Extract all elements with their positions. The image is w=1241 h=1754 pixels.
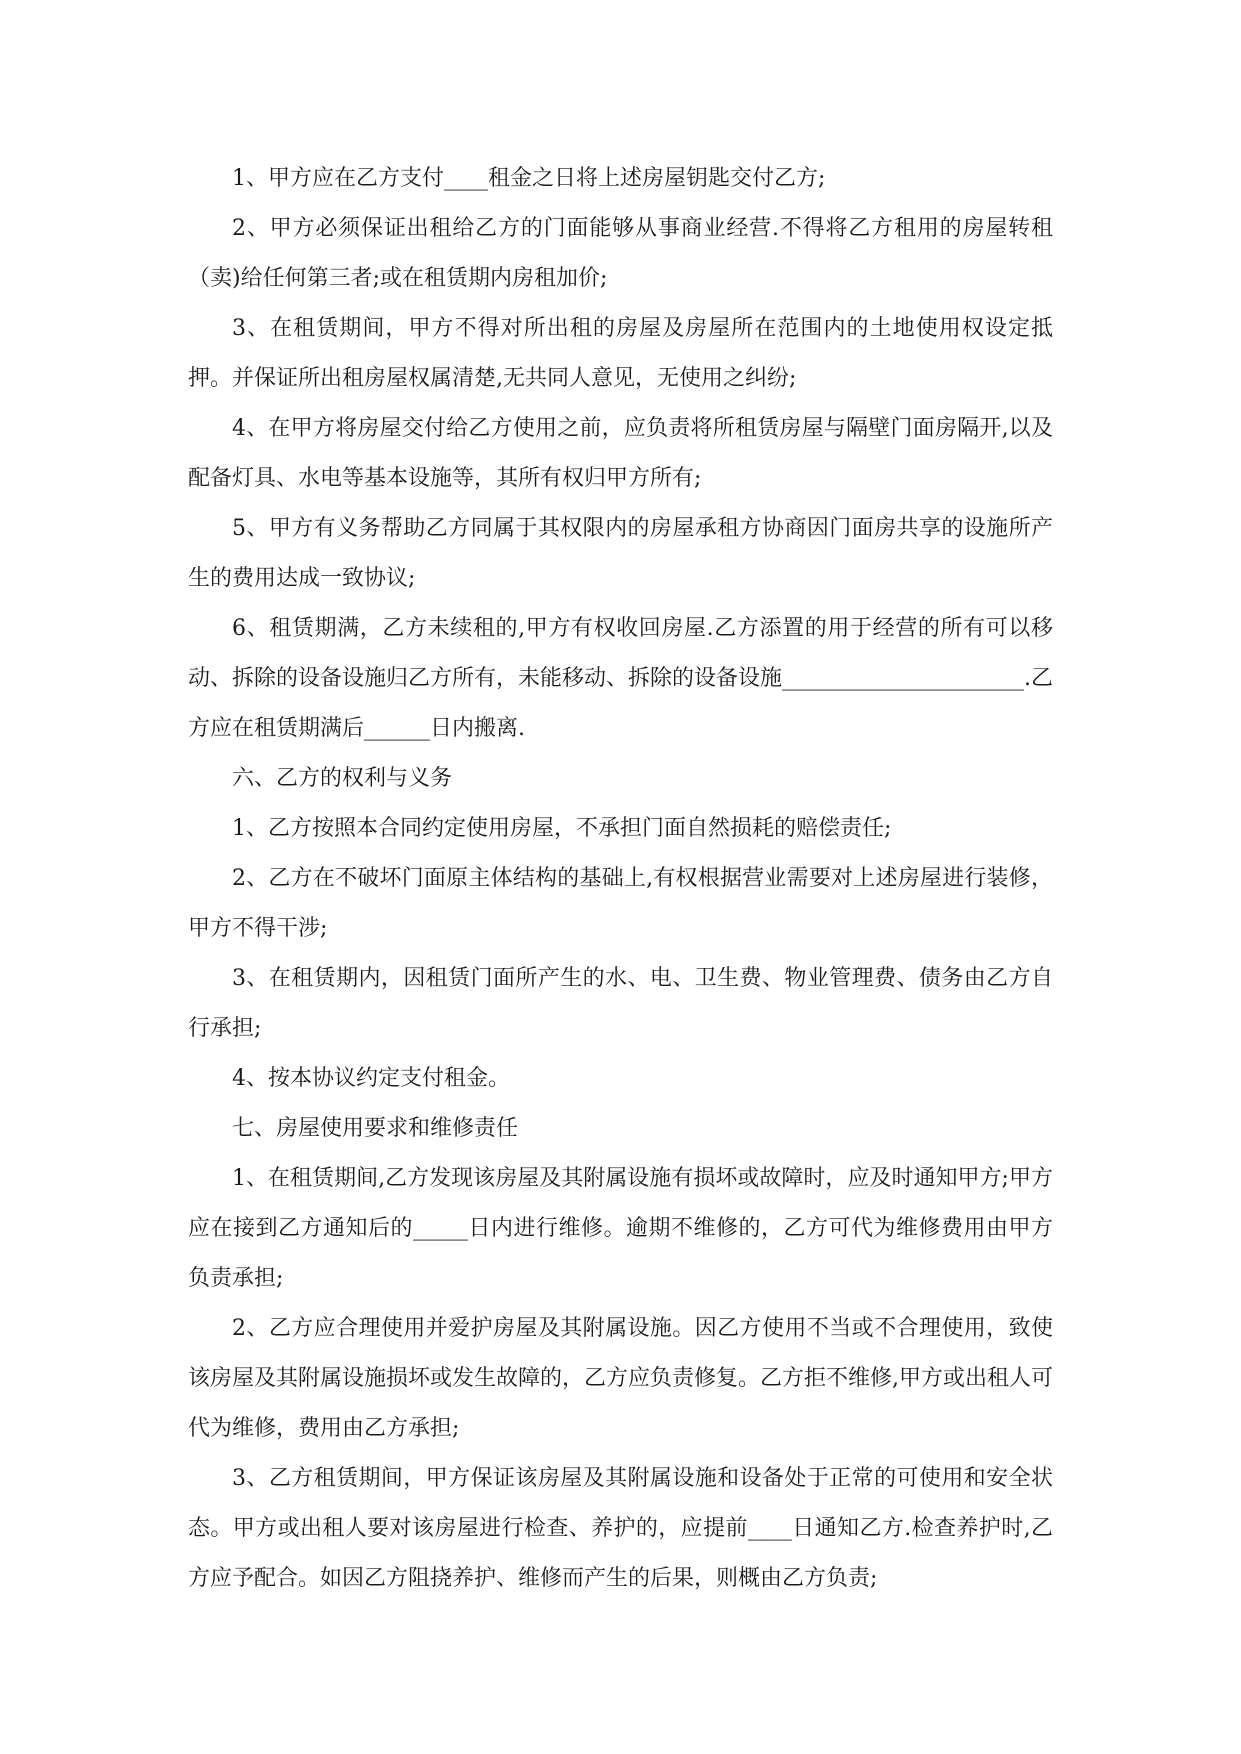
document-body: [188, 154, 1053, 1604]
clause-maintenance-3: 3、乙方租赁期间，甲方保证该房屋及其附属设施和设备处于正常的可使用和安全状态。甲方或出租人要对该房屋进行检查、养护的，应提前____日通知乙方.检查养护时,乙方应予配合。如因乙方阻挠养护、维修而产生的后果，则概由乙方负责;: [188, 1466, 1053, 1591]
clause-tenant-1: 1、乙方按照本合同约定使用房屋，不承担门面自然损耗的赔偿责任;: [232, 816, 892, 841]
clause-landlord-2: 2、甲方必须保证出租给乙方的门面能够从事商业经营.不得将乙方租用的房屋转租（卖)给任何第三者;或在租赁期内房租加价;: [188, 216, 1053, 291]
clause-tenant-3: 3、在租赁期内，因租赁门面所产生的水、电、卫生费、物业管理费、债务由乙方自行承担;: [188, 966, 1053, 1041]
clause-landlord-4: 4、在甲方将房屋交付给乙方使用之前，应负责将所租赁房屋与隔壁门面房隔开,以及配备灯具、水电等基本设施等，其所有权归甲方所有;: [188, 416, 1053, 491]
clause-landlord-5: 5、甲方有义务帮助乙方同属于其权限内的房屋承租方协商因门面房共享的设施所产生的费用达成一致协议;: [188, 516, 1053, 591]
clause-landlord-6: 6、租赁期满，乙方未续租的,甲方有权收回房屋.乙方添置的用于经营的所有可以移动、拆除的设备设施归乙方所有，未能移动、拆除的设备设施______________________.乙方应在租赁期满后______日内搬离.: [188, 616, 1053, 741]
clause-tenant-2: 2、乙方在不破坏门面原主体结构的基础上,有权根据营业需要对上述房屋进行装修，甲方不得干涉;: [188, 866, 1053, 941]
section-heading-maintenance: 七、房屋使用要求和维修责任: [232, 1116, 519, 1141]
clause-landlord-1: 1、甲方应在乙方支付____租金之日将上述房屋钥匙交付乙方;: [232, 166, 826, 191]
clause-landlord-3: 3、在租赁期间，甲方不得对所出租的房屋及房屋所在范围内的土地使用权设定抵押。并保证所出租房屋权属清楚,无共同人意见，无使用之纠纷;: [188, 316, 1053, 391]
clause-maintenance-1: 1、在租赁期间,乙方发现该房屋及其附属设施有损坏或故障时，应及时通知甲方;甲方应在接到乙方通知后的_____日内进行维修。逾期不维修的，乙方可代为维修费用由甲方负责承担;: [188, 1166, 1053, 1291]
clause-tenant-4: 4、按本协议约定支付租金。: [232, 1066, 510, 1091]
clause-maintenance-2: 2、乙方应合理使用并爱护房屋及其附属设施。因乙方使用不当或不合理使用，致使该房屋及其附属设施损坏或发生故障的，乙方应负责修复。乙方拒不维修,甲方或出租人可代为维修，费用由乙方承担;: [188, 1316, 1053, 1441]
section-heading-tenant-rights: 六、乙方的权利与义务: [232, 766, 453, 791]
